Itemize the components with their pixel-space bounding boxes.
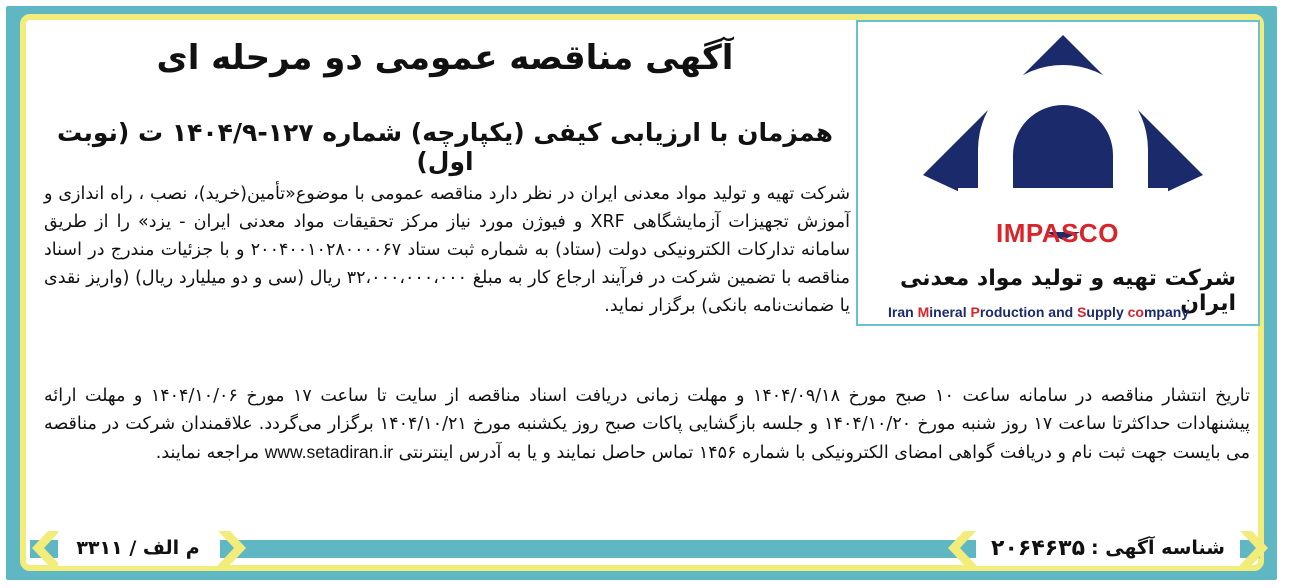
ad-subtitle: همزمان با ارزیابی کیفی (یکپارچه) شماره ۱۲۷-۱۴۰۴/۹ ت (نوبت اول)	[57, 118, 833, 176]
ad-id	[976, 530, 1240, 566]
company-logo-block	[856, 20, 1260, 326]
ad-paragraph-2	[44, 382, 1250, 467]
footer-chevron-icon	[30, 531, 60, 565]
ad-paragraph-2-end: مراجعه نمایند.	[155, 443, 260, 463]
ad-id-label: شناسه آگهی :	[1091, 537, 1225, 559]
company-wordmark: IMPASCO	[996, 218, 1119, 248]
footer-stripe-middle	[220, 540, 976, 558]
footer-chevron-icon	[1240, 531, 1270, 565]
impasco-emblem-icon	[918, 30, 1208, 240]
company-name-en: Iran Mineral Production and Supply company	[888, 304, 1190, 320]
ad-title: آگهی مناقصه عمومی دو مرحله ای	[156, 38, 734, 78]
footer-chevron-icon	[218, 531, 248, 565]
ad-paragraph-1: شرکت تهیه و تولید مواد معدنی ایران در نظر دارد مناقصه عمومی با موضوع«تأمین(خرید)، نصب ، راه اندازی و آموزش تجهیزات آزمایشگاهی XRF و فیوژن مورد نیاز مرکز تحقیقات مواد معدنی ایران - یزد» را از طریق سامانه تدارکات الکترونیکی دولت (ستاد) به شماره ثبت ستاد ۲۰۰۴۰۰۱۰۲۸۰۰۰۰۶۷ و با جزئیات مندرج در اسناد مناقصه با تضمین شرکت در فرآیند ارجاع کار به مبلغ ۳۲،۰۰۰،۰۰۰،۰۰۰ ریال (سی و دو میلیارد ریال) (واریز نقدی یا ضمانت‌نامه بانکی) برگزار نماید.	[44, 184, 850, 316]
footer-chevron-icon	[946, 531, 976, 565]
ad-code: م الف / ۳۳۱۱	[58, 530, 218, 566]
ad-paragraph-2-text: تاریخ انتشار مناقصه در سامانه ساعت ۱۰ صبح مورخ ۱۴۰۴/۰۹/۱۸ و مهلت زمانی دریافت اسناد مناقصه از سایت تا ساعت ۱۷ مورخ ۱۴۰۴/۱۰/۰۶ و مهلت ارائه پیشنهادات حداکثرتا ساعت ۱۷ روز شنبه مورخ ۱۴۰۴/۱۰/۲۰ و جلسه بازگشایی پاکات صبح روز یکشنبه مورخ ۱۴۰۴/۱۰/۲۱ برگزار می‌گردد. علاقمندان شرکت در مناقصه می بایست جهت ثبت نام و دریافت گواهی امضای الکترونیکی با شماره ۱۴۵۶ تماس حاصل نمایند و یا به آدرس اینترنتی	[44, 386, 1251, 463]
company-name-fa: شرکت تهیه و تولید مواد معدنی ایران	[900, 266, 1236, 316]
ad-id-value: ۲۰۶۴۶۳۵	[991, 535, 1086, 561]
website-link[interactable]: www.setadiran.ir	[264, 442, 394, 462]
